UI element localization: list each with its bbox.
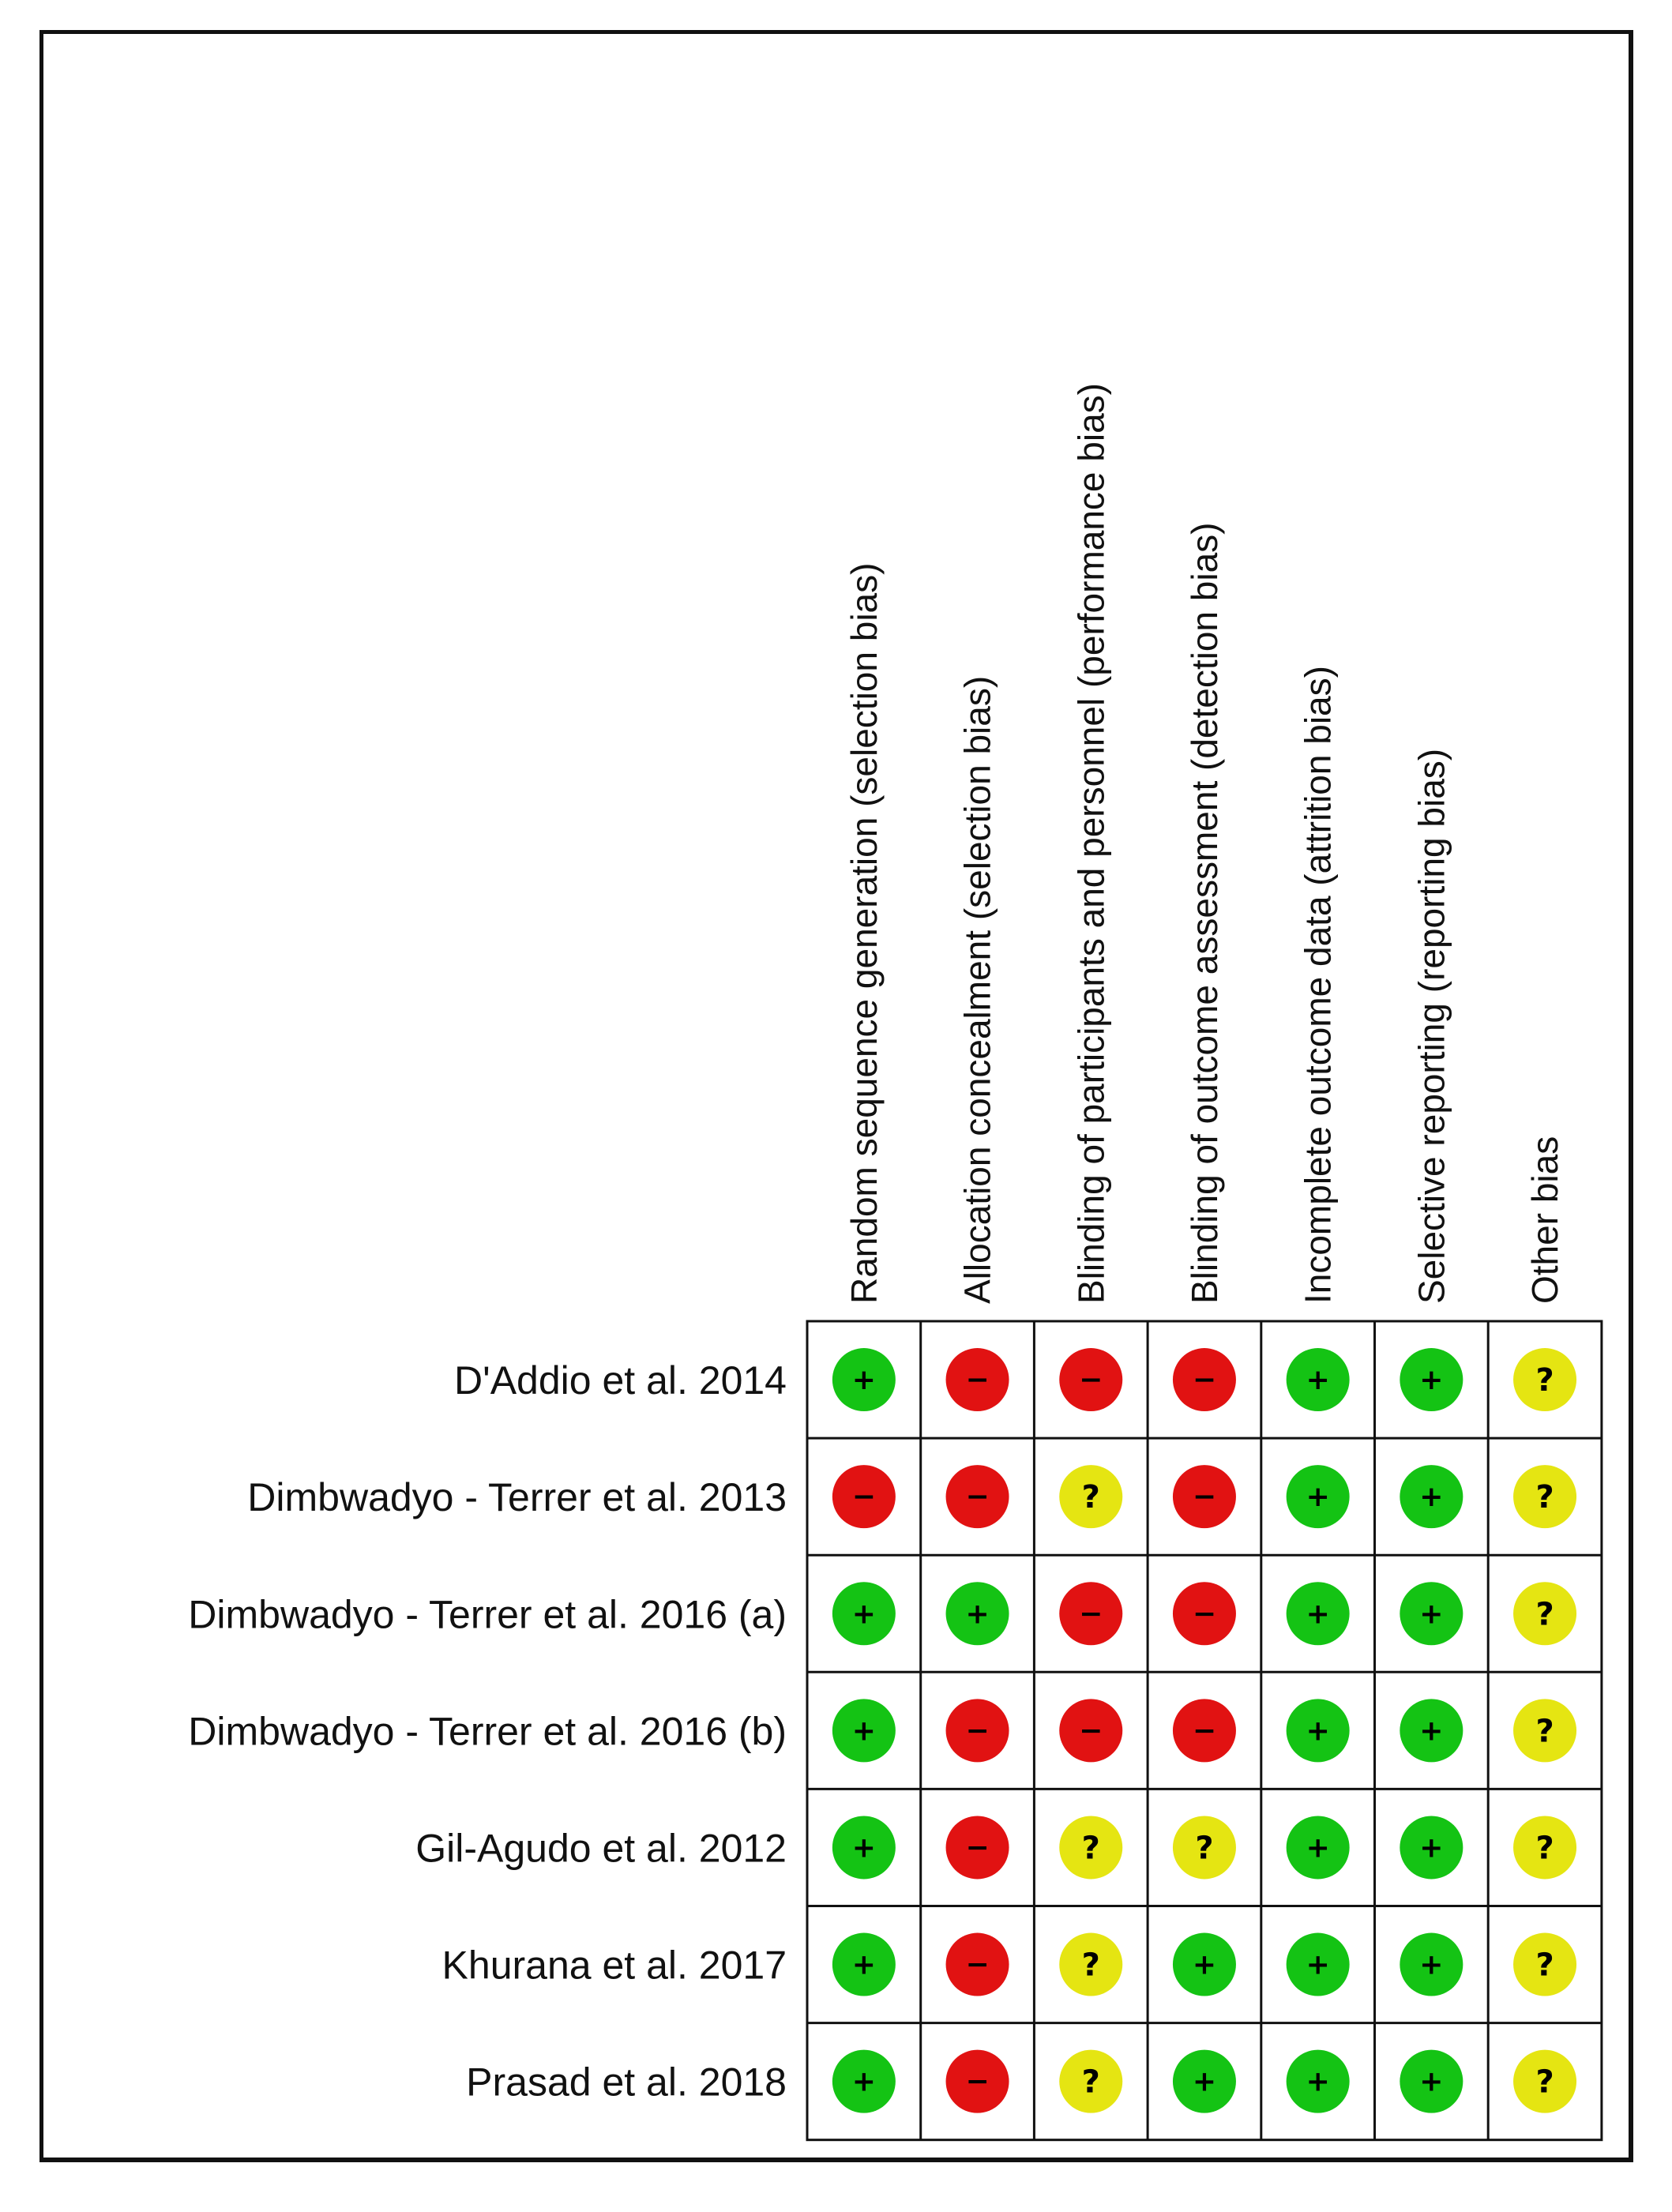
judgement-glyph: − <box>965 1481 990 1514</box>
judgement-glyph: + <box>1419 1948 1444 1981</box>
unclear-risk-icon <box>1059 1816 1122 1879</box>
judgement-glyph: + <box>1306 1831 1330 1865</box>
study-label: Dimbwadyo - Terrer et al. 2013 <box>247 1475 787 1520</box>
unclear-risk-icon <box>1059 2050 1122 2113</box>
judgement-glyph: − <box>1192 1481 1217 1514</box>
low-risk-icon <box>1400 1699 1463 1762</box>
judgement-glyph: − <box>851 1481 876 1514</box>
high-risk-icon <box>1173 1465 1236 1528</box>
column-header: Random sequence generation (selection bias) <box>843 562 885 1304</box>
low-risk-icon <box>832 1933 896 1996</box>
high-risk-icon <box>1059 1699 1122 1762</box>
judgement-glyph: + <box>965 1598 990 1631</box>
low-risk-icon <box>946 1582 1009 1645</box>
low-risk-icon <box>1400 1465 1463 1528</box>
risk-of-bias-frame <box>39 30 1633 2162</box>
low-risk-icon <box>1287 1933 1350 1996</box>
judgement-glyph: − <box>1079 1714 1103 1748</box>
column-header: Selective reporting (reporting bias) <box>1411 748 1452 1304</box>
low-risk-icon <box>832 1699 896 1762</box>
study-label: Prasad et al. 2018 <box>466 2060 787 2105</box>
judgement-glyph: + <box>851 1831 876 1865</box>
unclear-risk-icon <box>1513 1348 1576 1411</box>
high-risk-icon <box>1173 1348 1236 1411</box>
low-risk-icon <box>1287 1699 1350 1762</box>
unclear-risk-icon <box>1173 1816 1236 1879</box>
judgement-glyph: + <box>1419 1714 1444 1748</box>
unclear-risk-icon <box>1513 1816 1576 1879</box>
low-risk-icon <box>1287 2050 1350 2113</box>
judgement-glyph: + <box>1192 1948 1217 1981</box>
low-risk-icon <box>1287 1348 1350 1411</box>
high-risk-icon <box>946 1933 1009 1996</box>
low-risk-icon <box>832 2050 896 2113</box>
column-header: Blinding of outcome assessment (detection bias) <box>1183 522 1225 1304</box>
judgement-glyph: + <box>1306 1598 1330 1631</box>
low-risk-icon <box>1287 1816 1350 1879</box>
low-risk-icon <box>1287 1465 1350 1528</box>
column-header: Allocation concealment (selection bias) <box>956 675 998 1304</box>
unclear-risk-icon <box>1059 1933 1122 1996</box>
low-risk-icon <box>832 1816 896 1879</box>
risk-of-bias-chart <box>43 34 1629 2158</box>
judgement-glyph: + <box>1419 2065 1444 2098</box>
judgement-glyph: − <box>965 1714 990 1748</box>
judgement-glyph: + <box>1306 1948 1330 1981</box>
judgement-glyph: − <box>965 1948 990 1981</box>
unclear-risk-icon <box>1513 2050 1576 2113</box>
judgement-glyph: + <box>1419 1364 1444 1397</box>
judgement-glyph: + <box>1419 1481 1444 1514</box>
judgement-glyph: + <box>1306 1364 1330 1397</box>
unclear-risk-icon <box>1513 1699 1576 1762</box>
high-risk-icon <box>946 1699 1009 1762</box>
column-header: Blinding of participants and personnel (performance bias) <box>1070 383 1112 1304</box>
low-risk-icon <box>1400 2050 1463 2113</box>
unclear-risk-icon <box>1513 1933 1576 1996</box>
unclear-risk-icon <box>1059 1465 1122 1528</box>
study-label: Dimbwadyo - Terrer et al. 2016 (a) <box>188 1592 787 1637</box>
study-label: Gil-Agudo et al. 2012 <box>415 1826 787 1871</box>
unclear-risk-icon <box>1513 1582 1576 1645</box>
judgement-glyph: ? <box>1535 2064 1554 2101</box>
judgement-glyph: ? <box>1535 1362 1554 1399</box>
study-label: Khurana et al. 2017 <box>441 1943 787 1988</box>
study-label: Dimbwadyo - Terrer et al. 2016 (b) <box>188 1709 787 1754</box>
judgement-glyph: + <box>1306 1481 1330 1514</box>
judgement-glyph: ? <box>1535 1596 1554 1633</box>
study-labels <box>188 1358 787 2105</box>
judgement-glyph: + <box>1306 2065 1330 2098</box>
column-header: Other bias <box>1524 1136 1566 1304</box>
high-risk-icon <box>946 2050 1009 2113</box>
judgement-glyph: + <box>1419 1598 1444 1631</box>
judgement-glyph: + <box>1419 1831 1444 1865</box>
high-risk-icon <box>946 1348 1009 1411</box>
judgement-glyph: ? <box>1535 1479 1554 1516</box>
high-risk-icon <box>946 1465 1009 1528</box>
judgement-glyph: + <box>851 1364 876 1397</box>
low-risk-icon <box>832 1582 896 1645</box>
judgement-glyph: + <box>1192 2065 1217 2098</box>
judgement-glyph: + <box>851 1948 876 1981</box>
judgement-glyph: ? <box>1195 1830 1214 1867</box>
high-risk-icon <box>1173 1699 1236 1762</box>
judgement-glyph: + <box>1306 1714 1330 1748</box>
high-risk-icon <box>1173 1582 1236 1645</box>
low-risk-icon <box>1287 1582 1350 1645</box>
judgement-glyph: + <box>851 1714 876 1748</box>
judgement-glyph: + <box>851 1598 876 1631</box>
judgement-glyph: − <box>1192 1598 1217 1631</box>
low-risk-icon <box>1400 1582 1463 1645</box>
judgement-glyph: ? <box>1535 1713 1554 1750</box>
low-risk-icon <box>1173 2050 1236 2113</box>
low-risk-icon <box>1400 1816 1463 1879</box>
judgement-glyph: ? <box>1535 1830 1554 1867</box>
judgement-glyph: − <box>1192 1364 1217 1397</box>
judgement-glyph: ? <box>1081 1830 1100 1867</box>
high-risk-icon <box>832 1465 896 1528</box>
study-label: D'Addio et al. 2014 <box>454 1358 787 1403</box>
unclear-risk-icon <box>1513 1465 1576 1528</box>
judgement-glyph: − <box>1079 1364 1103 1397</box>
judgement-cells <box>832 1348 1576 2113</box>
judgement-glyph: − <box>965 1831 990 1865</box>
low-risk-icon <box>832 1348 896 1411</box>
judgement-glyph: ? <box>1081 2064 1100 2101</box>
high-risk-icon <box>1059 1582 1122 1645</box>
judgement-glyph: − <box>1192 1714 1217 1748</box>
low-risk-icon <box>1400 1348 1463 1411</box>
judgement-glyph: ? <box>1535 1947 1554 1984</box>
judgement-glyph: ? <box>1081 1479 1100 1516</box>
judgement-glyph: + <box>851 2065 876 2098</box>
column-headers <box>844 383 1565 1304</box>
high-risk-icon <box>1059 1348 1122 1411</box>
judgement-glyph: − <box>965 1364 990 1397</box>
column-header: Incomplete outcome data (attrition bias) <box>1297 666 1339 1304</box>
high-risk-icon <box>946 1816 1009 1879</box>
judgement-glyph: ? <box>1081 1947 1100 1984</box>
low-risk-icon <box>1400 1933 1463 1996</box>
judgement-glyph: − <box>965 2065 990 2098</box>
low-risk-icon <box>1173 1933 1236 1996</box>
judgement-glyph: − <box>1079 1598 1103 1631</box>
